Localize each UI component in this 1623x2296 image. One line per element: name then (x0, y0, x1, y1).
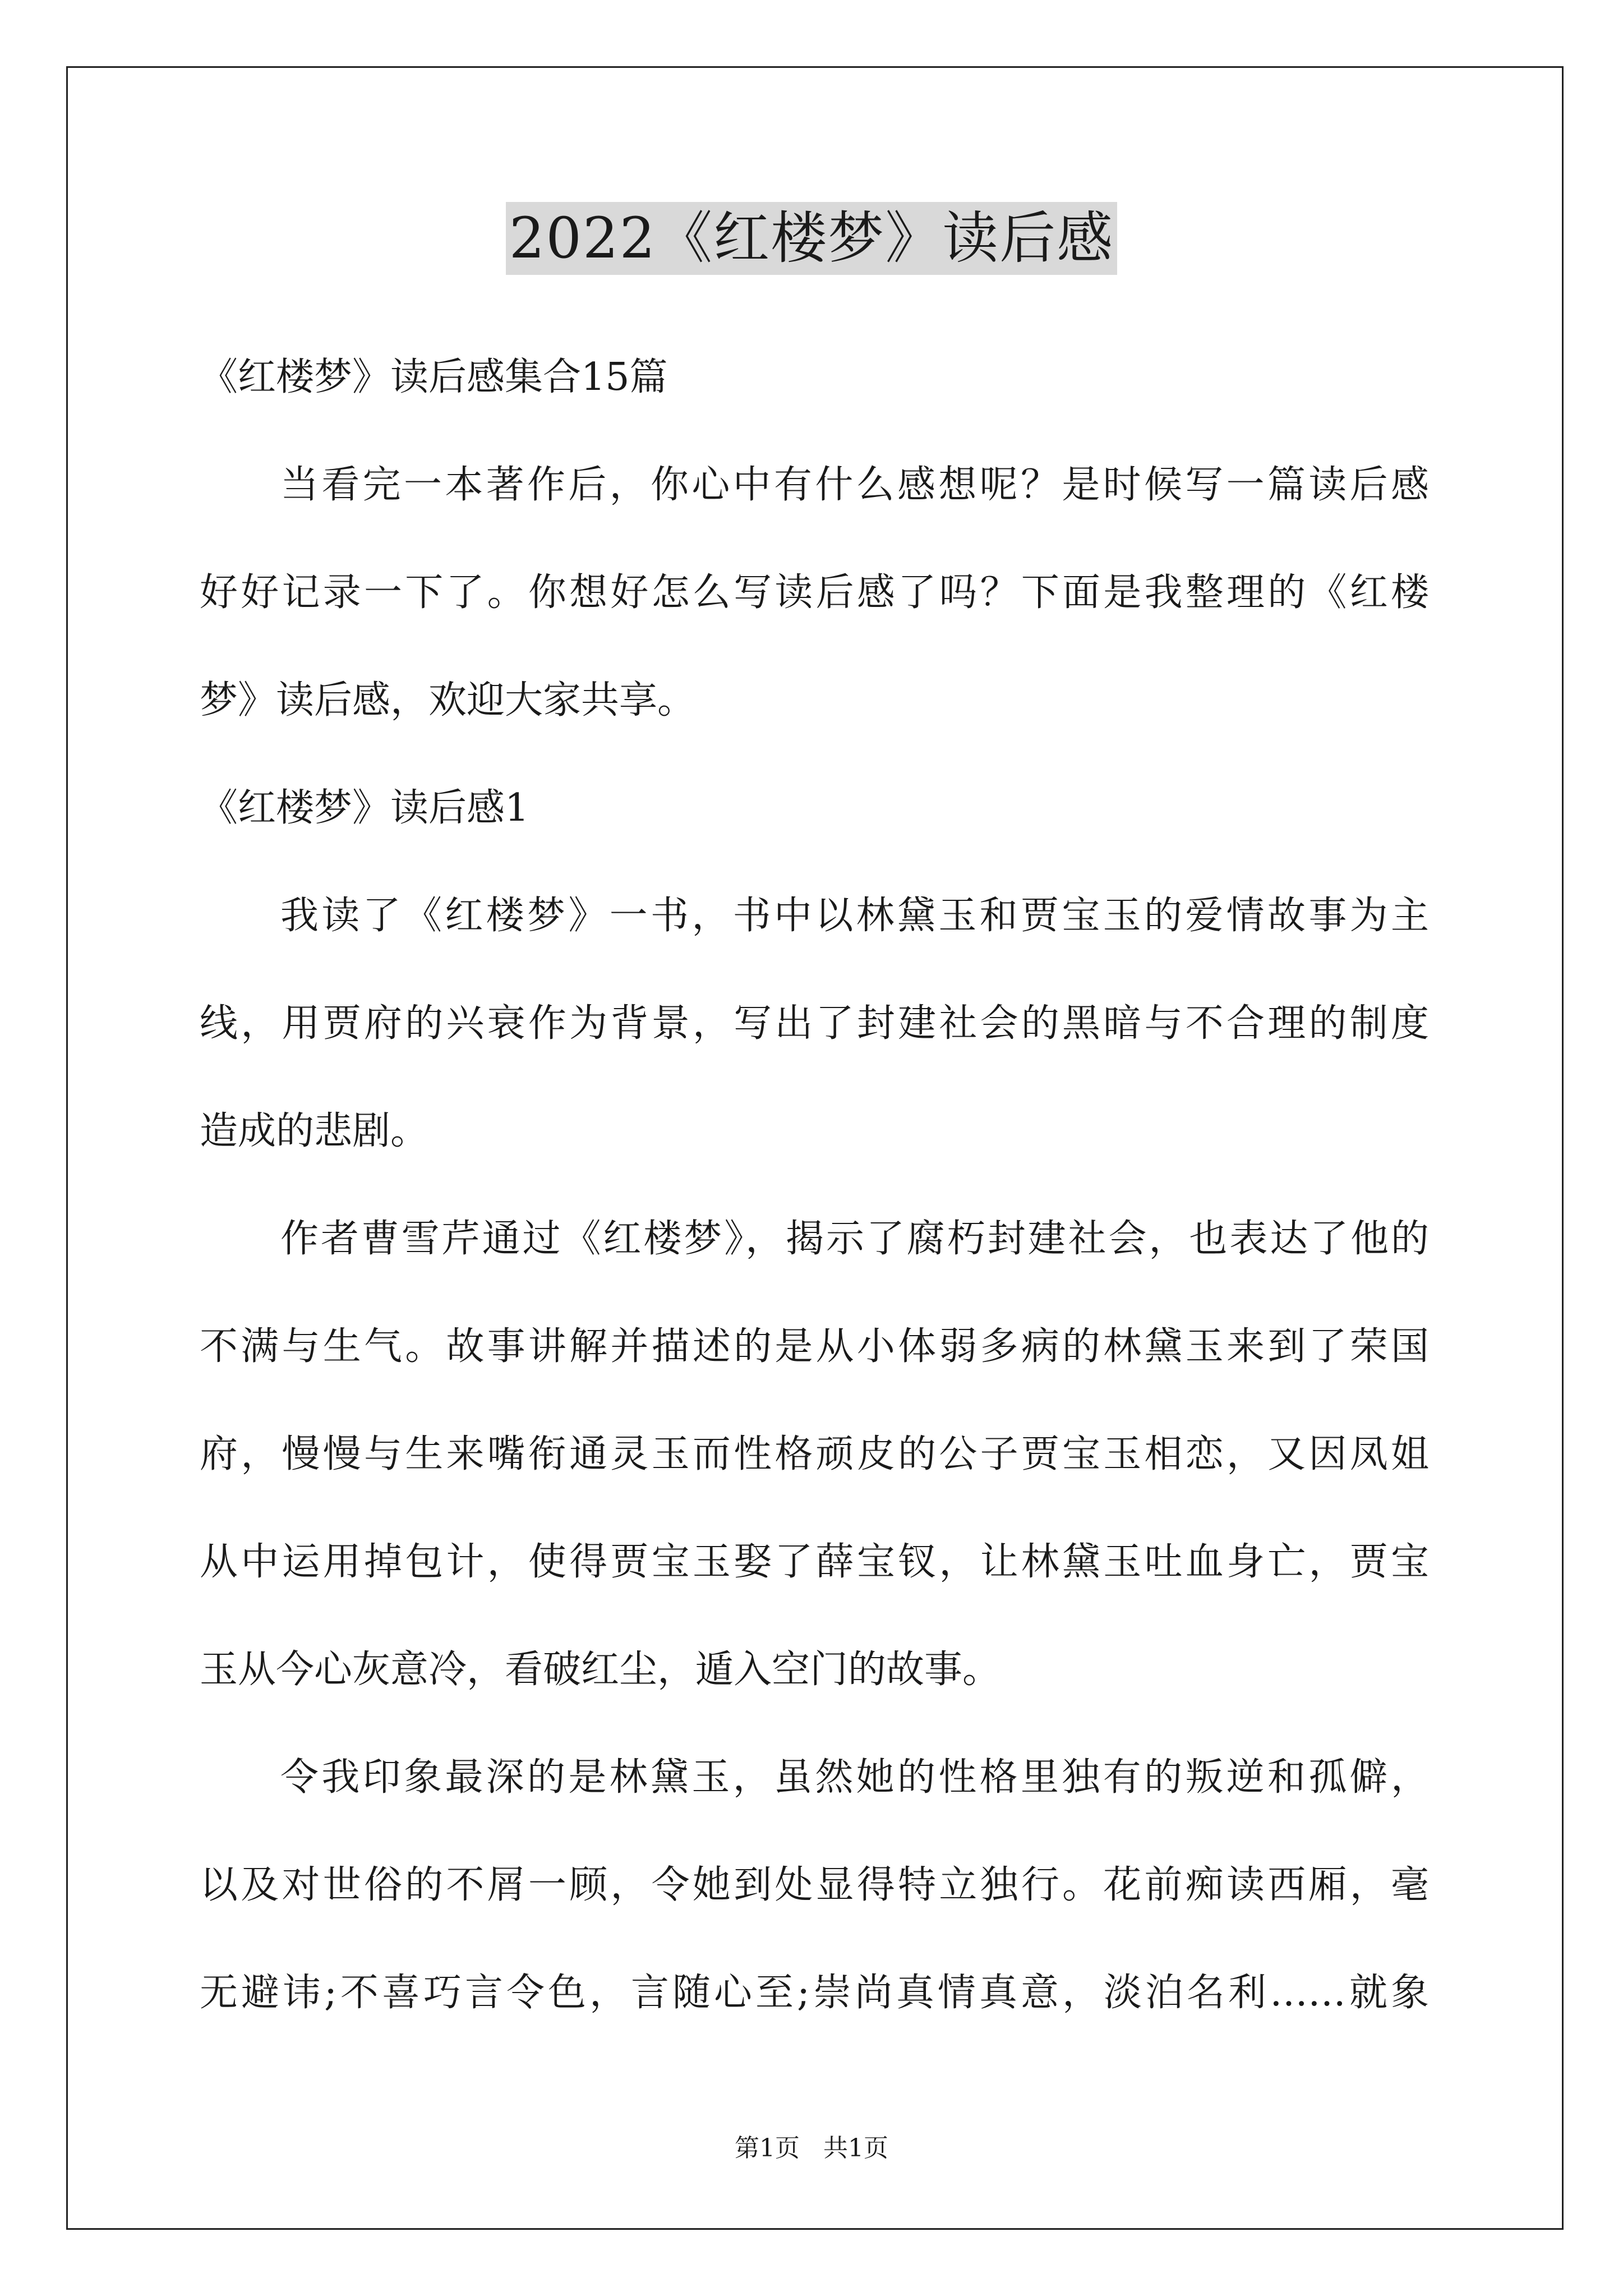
paragraph-line: 玉从今心灰意冷，看破红尘，遁入空门的故事。 (200, 1648, 1001, 1692)
paragraph-line: 梦》读后感，欢迎大家共享。 (200, 678, 696, 723)
paragraph-line: 从中运用掉包计，使得贾宝玉娶了薛宝钗，让林黛玉吐血身亡，贾宝 (200, 1540, 1429, 1584)
title-wrap (0, 202, 1623, 275)
paragraph-line: 以及对世俗的不屑一顾，令她到处显得特立独行。花前痴读西厢，毫 (200, 1863, 1429, 1907)
paragraph-line: 作者曹雪芹通过《红楼梦》，揭示了腐朽封建社会，也表达了他的 (280, 1217, 1429, 1261)
subtitle-line: 《红楼梦》读后感集合15篇 (200, 355, 668, 399)
paragraph-line: 造成的悲剧。 (200, 1109, 429, 1153)
paragraph-line: 无避讳;不喜巧言令色，言随心至;崇尚真情真意，淡泊名利……就象 (200, 1971, 1429, 2015)
paragraph-line: 我读了《红楼梦》一书，书中以林黛玉和贾宝玉的爱情故事为主 (280, 894, 1429, 938)
paragraph-line: 府，慢慢与生来嘴衔通灵玉而性格顽皮的公子贾宝玉相恋，又因凤姐 (200, 1432, 1429, 1476)
paragraph-line: 线，用贾府的兴衰作为背景，写出了封建社会的黑暗与不合理的制度 (200, 1001, 1429, 1046)
page-footer: 第1页 共1页 (735, 2134, 888, 2162)
paragraph-line: 当看完一本著作后，你心中有什么感想呢？是时候写一篇读后感 (280, 463, 1429, 507)
paragraph-line: 不满与生气。故事讲解并描述的是从小体弱多病的林黛玉来到了荣国 (200, 1324, 1429, 1369)
document-title: 2022《红楼梦》读后感 (506, 202, 1118, 275)
paragraph-line: 令我印象最深的是林黛玉，虽然她的性格里独有的叛逆和孤僻， (280, 1755, 1429, 1800)
paragraph-line: 好好记录一下了。你想好怎么写读后感了吗？下面是我整理的《红楼 (200, 570, 1429, 615)
section-heading: 《红楼梦》读后感1 (200, 786, 529, 830)
